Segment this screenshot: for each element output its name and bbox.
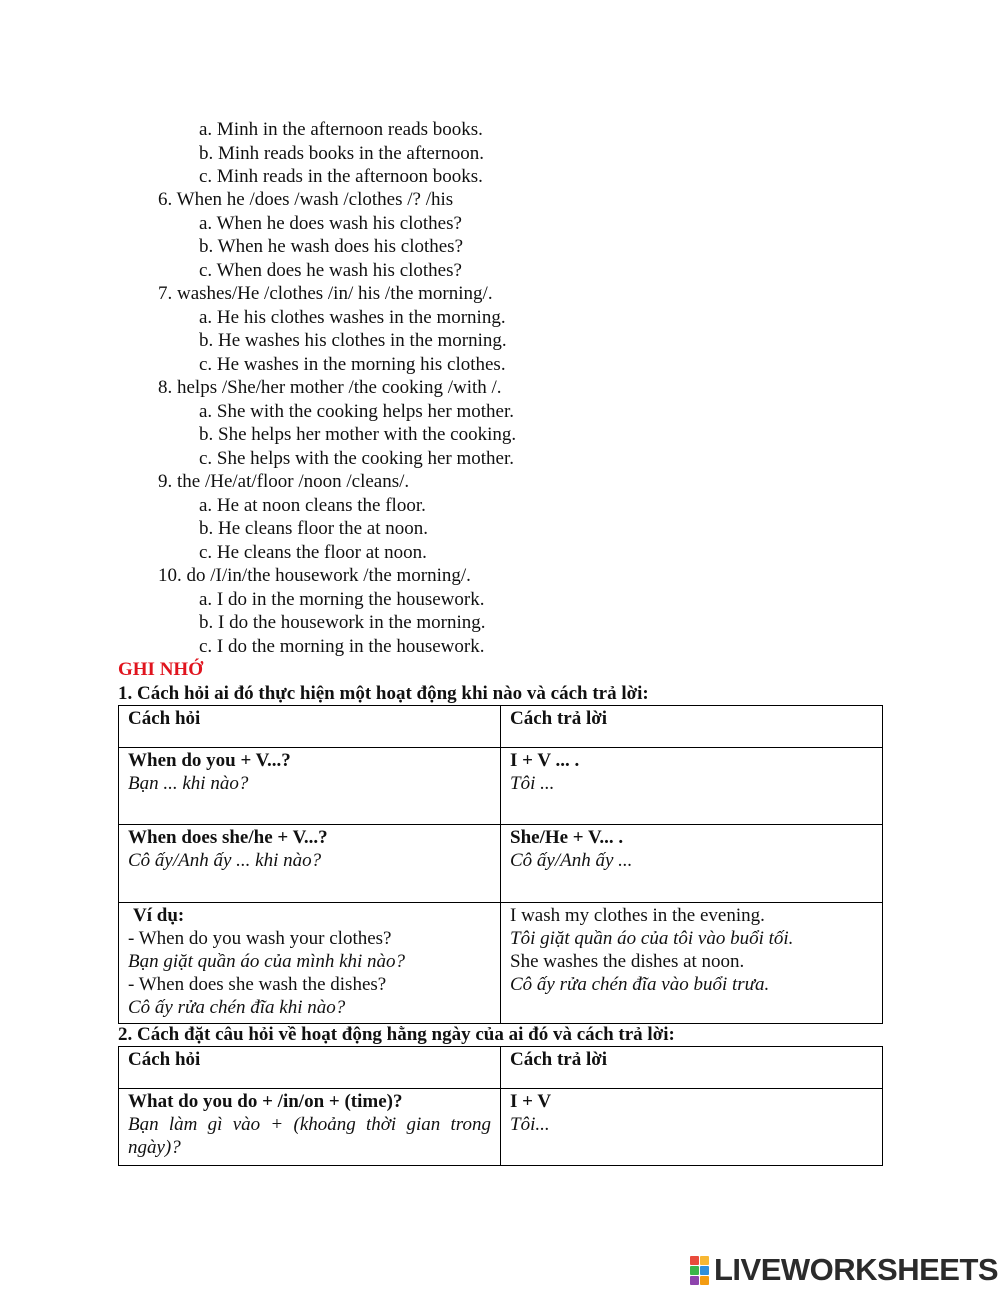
question-8: 8. helps /She/her mother /the cooking /with /. (158, 377, 502, 398)
table-row (119, 748, 883, 825)
option-5a: a. Minh in the afternoon reads books. (199, 119, 483, 140)
logo-icon (690, 1256, 709, 1285)
option-6a: a. When he does wash his clothes? (199, 213, 462, 234)
option-9b: b. He cleans floor the at noon. (199, 518, 428, 539)
header-cell (501, 706, 883, 748)
logo-tile (700, 1266, 709, 1275)
logo-tile (690, 1256, 699, 1265)
example-translation: Tôi giặt quần áo của tôi vào buổi tối. (510, 928, 794, 949)
section1-heading: 1. Cách hỏi ai đó thực hiện một hoạt động khi nào và cách trả lời: (118, 683, 649, 704)
option-9c: c. He cleans the floor at noon. (199, 542, 427, 563)
col-ask-header: Cách hỏi (128, 708, 201, 729)
section1-table (118, 705, 883, 1024)
option-7a: a. He his clothes washes in the morning. (199, 307, 506, 328)
table-cell (119, 748, 501, 825)
example-question: - When do you wash your clothes? (128, 928, 392, 949)
col-ask-header: Cách hỏi (128, 1049, 201, 1070)
option-7b: b. He washes his clothes in the morning. (199, 330, 507, 351)
logo-tile (700, 1256, 709, 1265)
table-cell (501, 903, 883, 1024)
question-form: When does she/he + V...? (128, 827, 328, 848)
table-cell (501, 825, 883, 903)
logo-tile (690, 1276, 699, 1285)
answer-translation: Tôi ... (510, 773, 555, 794)
question-7: 7. washes/He /clothes /in/ his /the morning/. (158, 283, 493, 304)
table-cell (119, 903, 501, 1024)
answer-form: I + V ... . (510, 750, 580, 771)
option-10a: a. I do in the morning the housework. (199, 589, 485, 610)
header-cell (119, 706, 501, 748)
notes-title: GHI NHỚ (118, 659, 203, 680)
table-row (119, 1047, 883, 1089)
logo-tile (700, 1276, 709, 1285)
example-answer: She washes the dishes at noon. (510, 951, 745, 972)
question-6: 6. When he /does /wash /clothes /? /his (158, 189, 454, 210)
table-row (119, 706, 883, 748)
answer-translation: Cô ấy/Anh ấy ... (510, 850, 633, 871)
answer-form: I + V (510, 1091, 552, 1112)
option-10c: c. I do the morning in the housework. (199, 636, 485, 657)
option-8a: a. She with the cooking helps her mother. (199, 401, 515, 422)
logo-text: LIVEWORKSHEETS (714, 1252, 999, 1287)
question-form: What do you do + /in/on + (time)? (128, 1091, 403, 1112)
example-label: Ví dụ: (133, 905, 185, 926)
logo-tile (690, 1266, 699, 1275)
example-translation: Cô ấy rửa chén đĩa vào buổi trưa. (510, 974, 770, 995)
option-5b: b. Minh reads books in the afternoon. (199, 143, 484, 164)
option-8c: c. She helps with the cooking her mother. (199, 448, 515, 469)
section2-table (118, 1046, 883, 1166)
table-cell (501, 1089, 883, 1166)
table-cell (501, 748, 883, 825)
table-row (119, 825, 883, 903)
example-translation: Bạn giặt quần áo của mình khi nào? (128, 951, 406, 972)
section2-heading: 2. Cách đặt câu hỏi về hoạt động hằng ngày của ai đó và cách trả lời: (118, 1024, 675, 1045)
question-10: 10. do /I/in/the housework /the morning/. (158, 565, 471, 586)
liveworksheets-logo (690, 1252, 999, 1287)
option-6b: b. When he wash does his clothes? (199, 236, 464, 257)
option-8b: b. She helps her mother with the cooking. (199, 424, 517, 445)
answer-form: She/He + V... . (510, 827, 624, 848)
example-question: - When does she wash the dishes? (128, 974, 387, 995)
question-translation: Bạn ... khi nào? (128, 773, 249, 794)
table-row (119, 1089, 883, 1166)
table-row (119, 903, 883, 1024)
example-translation: Cô ấy rửa chén đĩa khi nào? (128, 997, 346, 1018)
table-cell (119, 1089, 501, 1166)
example-answer: I wash my clothes in the evening. (510, 905, 765, 926)
option-7c: c. He washes in the morning his clothes. (199, 354, 506, 375)
answer-translation: Tôi... (510, 1114, 550, 1135)
header-cell (501, 1047, 883, 1089)
question-form: When do you + V...? (128, 750, 291, 771)
question-translation: Cô ấy/Anh ấy ... khi nào? (128, 850, 322, 871)
option-10b: b. I do the housework in the morning. (199, 612, 486, 633)
question-9: 9. the /He/at/floor /noon /cleans/. (158, 471, 410, 492)
header-cell (119, 1047, 501, 1089)
question-translation: Bạn làm gì vào + (khoảng thời gian trong ngày)? (128, 1114, 491, 1158)
option-5c: c. Minh reads in the afternoon books. (199, 166, 483, 187)
table-cell (119, 825, 501, 903)
col-answer-header: Cách trả lời (510, 708, 608, 729)
option-6c: c. When does he wash his clothes? (199, 260, 462, 281)
col-answer-header: Cách trả lời (510, 1049, 608, 1070)
option-9a: a. He at noon cleans the floor. (199, 495, 426, 516)
